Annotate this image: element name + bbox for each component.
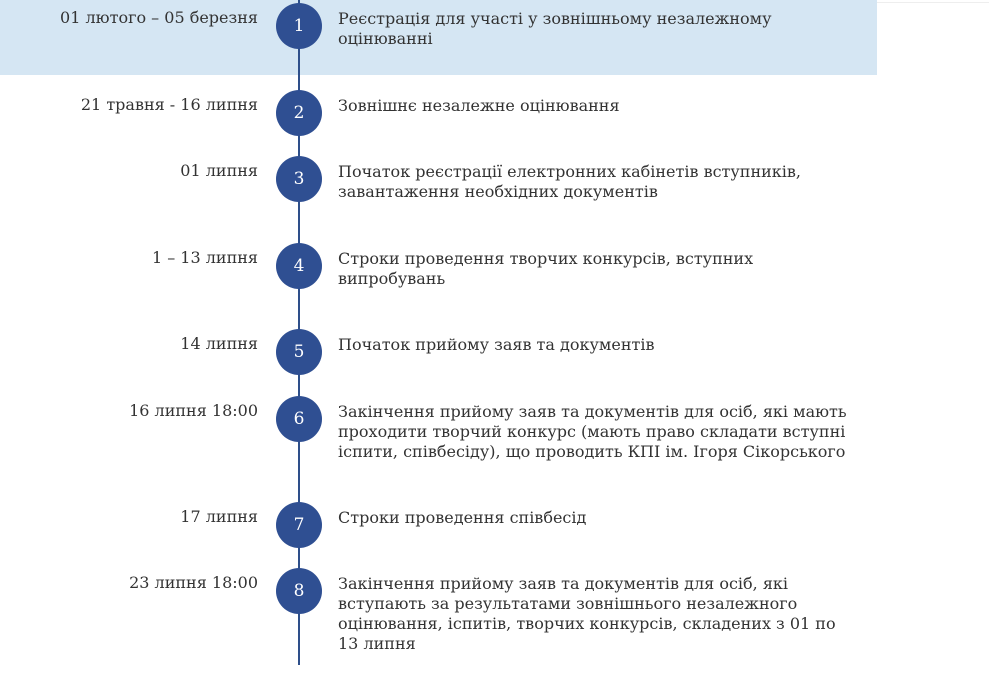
timeline-item-2 (0, 90, 989, 136)
timeline-step-badge: 5 (276, 329, 322, 375)
timeline-step-badge: 7 (276, 502, 322, 548)
timeline-step-badge: 3 (276, 156, 322, 202)
timeline-date: 14 липня (180, 334, 258, 353)
timeline-description: Строки проведення співбесід (338, 508, 587, 527)
timeline-step-badge: 4 (276, 243, 322, 289)
timeline-item-4 (0, 243, 989, 289)
timeline-step-badge: 6 (276, 396, 322, 442)
timeline-description: Строки проведення творчих конкурсів, вступних випробувань (338, 249, 754, 288)
timeline-item-1 (0, 3, 989, 49)
timeline-date: 23 липня 18:00 (129, 573, 258, 592)
timeline-item-5 (0, 329, 989, 375)
timeline-step-badge: 1 (276, 3, 322, 49)
timeline-step-badge: 8 (276, 568, 322, 614)
timeline-item-3 (0, 156, 989, 202)
timeline-date: 16 липня 18:00 (129, 401, 258, 420)
timeline-item-6 (0, 396, 989, 461)
timeline-description: Реєстрація для участі у зовнішньому незалежному оцінюванні (338, 9, 772, 48)
timeline-date: 1 – 13 липня (151, 248, 258, 267)
timeline-date: 01 лютого – 05 березня (60, 8, 258, 27)
timeline-description: Закінчення прийому заяв та документів для осіб, які мають проходити творчий конкурс (мають право складати вступні іспити, співбесіду), що проводить КПІ ім. Ігоря Сікорського (338, 402, 847, 461)
timeline-description: Зовнішнє незалежне оцінювання (338, 96, 620, 115)
timeline-description: Початок реєстрації електронних кабінетів вступників, завантаження необхідних документів (338, 162, 801, 201)
timeline-item-7 (0, 502, 989, 548)
timeline-description: Закінчення прийому заяв та документів для осіб, які вступають за результатами зовнішнього незалежного оцінювання, іспитів, творчих конкурсів, складених з 01 по 13 липня (338, 574, 836, 653)
timeline-step-badge: 2 (276, 90, 322, 136)
timeline-description: Початок прийому заяв та документів (338, 335, 655, 354)
timeline-date: 21 травня - 16 липня (80, 95, 258, 114)
timeline-item-8 (0, 568, 989, 653)
timeline-date: 01 липня (180, 161, 258, 180)
timeline-date: 17 липня (180, 507, 258, 526)
